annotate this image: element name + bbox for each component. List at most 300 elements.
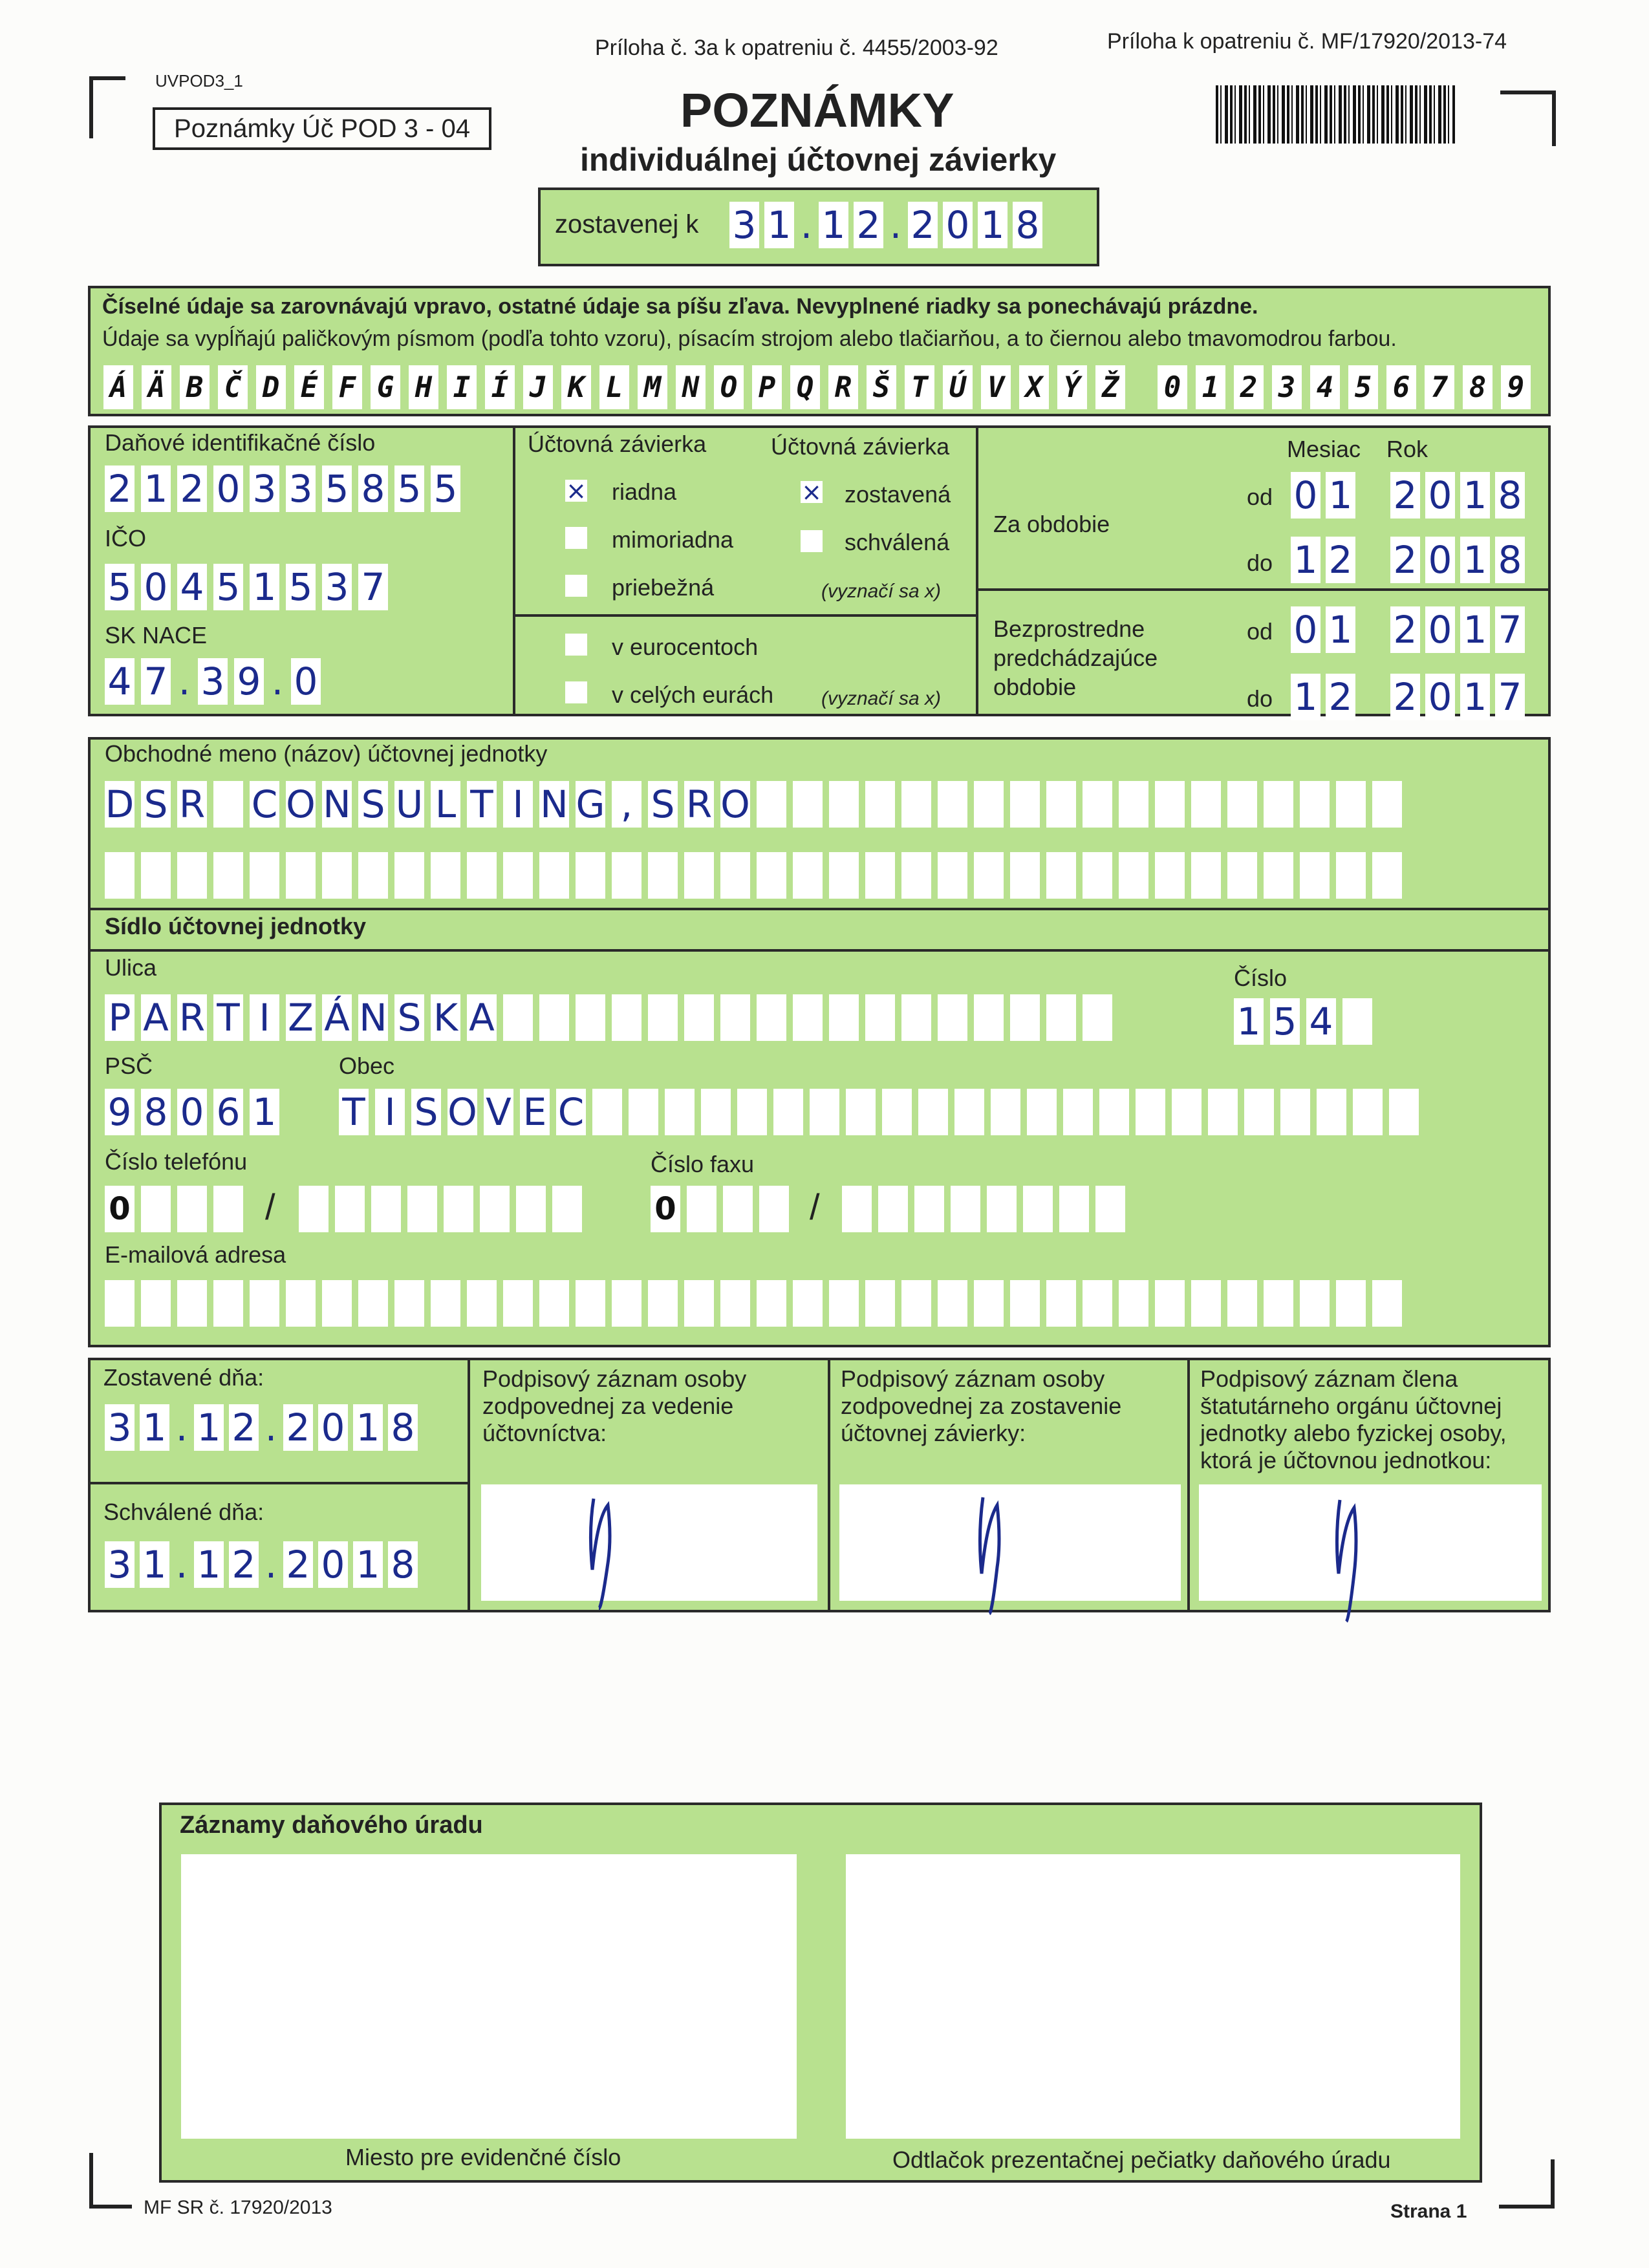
char-box[interactable] bbox=[829, 1280, 859, 1327]
char-box[interactable]: , bbox=[612, 781, 641, 828]
char-box[interactable] bbox=[141, 852, 171, 899]
phone-prefix[interactable] bbox=[105, 1186, 243, 1232]
char-box[interactable]: 0 bbox=[1425, 606, 1455, 653]
char-box[interactable] bbox=[759, 1186, 789, 1232]
char-box[interactable]: 7 bbox=[358, 564, 388, 610]
char-box[interactable] bbox=[720, 852, 750, 899]
char-box[interactable] bbox=[1119, 1280, 1148, 1327]
char-box[interactable] bbox=[648, 852, 678, 899]
char-box[interactable] bbox=[612, 1280, 641, 1327]
char-box[interactable]: . bbox=[264, 1543, 277, 1587]
checkbox-zostavena[interactable]: × bbox=[801, 478, 822, 506]
char-box[interactable] bbox=[865, 1280, 895, 1327]
compiled-on-date[interactable] bbox=[105, 1404, 418, 1451]
current-to-month[interactable] bbox=[1291, 537, 1355, 583]
char-box[interactable] bbox=[299, 1186, 329, 1232]
char-box[interactable] bbox=[1336, 1280, 1366, 1327]
char-box[interactable] bbox=[865, 994, 895, 1041]
char-box[interactable] bbox=[882, 1089, 912, 1135]
sig1-box[interactable] bbox=[481, 1484, 817, 1601]
char-box[interactable]: C bbox=[250, 781, 279, 828]
checkbox-mimoriadna[interactable] bbox=[565, 527, 587, 549]
char-box[interactable] bbox=[1059, 1186, 1089, 1232]
char-box[interactable]: T bbox=[467, 781, 497, 828]
previous-from-year[interactable] bbox=[1390, 606, 1525, 653]
char-box[interactable] bbox=[810, 1089, 839, 1135]
char-box[interactable]: 2 bbox=[908, 202, 938, 248]
char-box[interactable] bbox=[1336, 781, 1366, 828]
char-box[interactable]: 0 bbox=[651, 1186, 680, 1232]
sig2-box[interactable] bbox=[839, 1484, 1181, 1601]
char-box[interactable]: 2 bbox=[1390, 674, 1420, 720]
char-box[interactable] bbox=[938, 781, 967, 828]
char-box[interactable]: I bbox=[375, 1089, 405, 1135]
char-box[interactable]: 7 bbox=[141, 658, 171, 705]
char-box[interactable]: 1 bbox=[1460, 606, 1490, 653]
char-box[interactable]: 7 bbox=[1495, 674, 1525, 720]
char-box[interactable] bbox=[503, 852, 533, 899]
char-box[interactable]: K bbox=[431, 994, 460, 1041]
char-box[interactable]: E bbox=[520, 1089, 550, 1135]
char-box[interactable]: 5 bbox=[286, 564, 316, 610]
char-box[interactable]: . bbox=[175, 1543, 188, 1587]
char-box[interactable]: 4 bbox=[1306, 998, 1336, 1045]
char-box[interactable]: P bbox=[105, 994, 135, 1041]
char-box[interactable] bbox=[829, 994, 859, 1041]
registration-number-box[interactable] bbox=[181, 1854, 797, 2139]
char-box[interactable]: 2 bbox=[1326, 537, 1355, 583]
current-from-month[interactable] bbox=[1291, 472, 1355, 519]
char-box[interactable] bbox=[1083, 852, 1112, 899]
char-box[interactable] bbox=[286, 852, 316, 899]
char-box[interactable]: 0 bbox=[213, 465, 243, 512]
char-box[interactable]: 0 bbox=[1425, 472, 1455, 519]
char-box[interactable]: C bbox=[556, 1089, 586, 1135]
char-box[interactable] bbox=[793, 781, 823, 828]
char-box[interactable]: 0 bbox=[318, 1404, 348, 1451]
street-field[interactable] bbox=[105, 994, 1112, 1041]
char-box[interactable]: 0 bbox=[291, 658, 321, 705]
char-box[interactable] bbox=[991, 1089, 1020, 1135]
char-box[interactable] bbox=[467, 1280, 497, 1327]
char-box[interactable]: N bbox=[540, 782, 568, 826]
char-box[interactable] bbox=[1046, 1280, 1076, 1327]
char-box[interactable] bbox=[1227, 1280, 1257, 1327]
char-box[interactable] bbox=[1095, 1186, 1125, 1232]
char-box[interactable]: 1 bbox=[141, 465, 171, 512]
previous-to-month[interactable] bbox=[1291, 674, 1355, 720]
char-box[interactable] bbox=[1155, 852, 1185, 899]
char-box[interactable] bbox=[213, 852, 243, 899]
char-box[interactable] bbox=[612, 852, 641, 899]
char-box[interactable]: O bbox=[720, 782, 750, 826]
char-box[interactable] bbox=[407, 1186, 437, 1232]
char-box[interactable]: 5 bbox=[105, 564, 135, 610]
char-box[interactable] bbox=[394, 1280, 424, 1327]
char-box[interactable]: S bbox=[394, 994, 424, 1041]
char-box[interactable] bbox=[1372, 781, 1402, 828]
char-box[interactable]: 8 bbox=[1495, 537, 1525, 583]
char-box[interactable] bbox=[105, 1280, 135, 1327]
char-box[interactable]: 0 bbox=[1291, 606, 1320, 653]
char-box[interactable] bbox=[829, 781, 859, 828]
ico-field[interactable] bbox=[105, 564, 388, 610]
char-box[interactable] bbox=[576, 1280, 605, 1327]
char-box[interactable] bbox=[1372, 1280, 1402, 1327]
char-box[interactable]: 2 bbox=[1390, 606, 1420, 653]
char-box[interactable] bbox=[358, 1280, 388, 1327]
char-box[interactable]: S bbox=[411, 1089, 441, 1135]
char-box[interactable]: N bbox=[323, 782, 351, 826]
char-box[interactable]: 6 bbox=[213, 1089, 243, 1135]
char-box[interactable]: 0 bbox=[177, 1089, 207, 1135]
char-box[interactable] bbox=[1336, 852, 1366, 899]
char-box[interactable]: O bbox=[447, 1090, 477, 1134]
char-box[interactable] bbox=[938, 994, 967, 1041]
char-box[interactable] bbox=[503, 1280, 533, 1327]
char-box[interactable] bbox=[1099, 1089, 1129, 1135]
char-box[interactable]: 1 bbox=[819, 202, 848, 248]
char-box[interactable] bbox=[1317, 1089, 1346, 1135]
char-box[interactable]: 2 bbox=[283, 1404, 313, 1451]
char-box[interactable] bbox=[1300, 852, 1330, 899]
char-box[interactable]: . bbox=[271, 659, 284, 703]
char-box[interactable] bbox=[1046, 781, 1076, 828]
previous-to-year[interactable] bbox=[1390, 674, 1525, 720]
char-box[interactable]: R bbox=[177, 781, 207, 828]
char-box[interactable]: 1 bbox=[194, 1404, 224, 1451]
char-box[interactable]: 1 bbox=[1460, 674, 1490, 720]
char-box[interactable] bbox=[793, 852, 823, 899]
char-box[interactable] bbox=[503, 994, 533, 1041]
char-box[interactable] bbox=[1155, 1280, 1185, 1327]
char-box[interactable] bbox=[684, 994, 714, 1041]
char-box[interactable] bbox=[987, 1186, 1017, 1232]
char-box[interactable]: 1 bbox=[250, 564, 279, 610]
char-box[interactable]: 1 bbox=[250, 1089, 279, 1135]
char-box[interactable]: 0 bbox=[1425, 674, 1455, 720]
char-box[interactable] bbox=[1155, 781, 1185, 828]
char-box[interactable]: 5 bbox=[322, 465, 352, 512]
char-box[interactable] bbox=[1046, 994, 1076, 1041]
char-box[interactable]: 1 bbox=[764, 202, 794, 248]
char-box[interactable] bbox=[177, 852, 207, 899]
char-box[interactable]: L bbox=[431, 781, 460, 828]
char-box[interactable]: G bbox=[576, 782, 605, 826]
char-box[interactable]: 5 bbox=[213, 564, 243, 610]
char-box[interactable] bbox=[1172, 1089, 1202, 1135]
char-box[interactable]: S bbox=[648, 781, 678, 828]
char-box[interactable]: 3 bbox=[105, 1541, 135, 1588]
char-box[interactable] bbox=[829, 852, 859, 899]
char-box[interactable] bbox=[394, 852, 424, 899]
char-box[interactable] bbox=[1191, 1280, 1221, 1327]
char-box[interactable] bbox=[1083, 1280, 1112, 1327]
char-box[interactable]: 0 bbox=[1291, 472, 1320, 519]
char-box[interactable] bbox=[612, 994, 641, 1041]
char-box[interactable]: 3 bbox=[198, 658, 228, 705]
char-box[interactable] bbox=[629, 1089, 658, 1135]
char-box[interactable]: 1 bbox=[1291, 537, 1320, 583]
zip-field[interactable] bbox=[105, 1089, 279, 1135]
char-box[interactable]: A bbox=[141, 994, 171, 1041]
char-box[interactable]: 2 bbox=[105, 465, 135, 512]
char-box[interactable] bbox=[213, 1186, 243, 1232]
char-box[interactable] bbox=[842, 1186, 872, 1232]
char-box[interactable]: 1 bbox=[1234, 998, 1264, 1045]
city-field[interactable] bbox=[339, 1089, 1419, 1135]
char-box[interactable] bbox=[1280, 1089, 1310, 1135]
char-box[interactable]: N bbox=[359, 996, 387, 1040]
char-box[interactable]: 1 bbox=[353, 1541, 383, 1588]
char-box[interactable] bbox=[431, 852, 460, 899]
compiled-to-date[interactable] bbox=[729, 202, 1042, 248]
char-box[interactable]: T bbox=[213, 994, 243, 1041]
char-box[interactable]: 1 bbox=[194, 1541, 224, 1588]
char-box[interactable]: R bbox=[684, 781, 714, 828]
char-box[interactable] bbox=[1300, 781, 1330, 828]
char-box[interactable] bbox=[1227, 781, 1257, 828]
char-box[interactable]: 8 bbox=[1013, 202, 1042, 248]
char-box[interactable] bbox=[1372, 852, 1402, 899]
char-box[interactable] bbox=[592, 1089, 622, 1135]
char-box[interactable] bbox=[1023, 1186, 1053, 1232]
char-box[interactable]: 1 bbox=[1326, 606, 1355, 653]
char-box[interactable]: 2 bbox=[1326, 674, 1355, 720]
char-box[interactable]: 8 bbox=[388, 1541, 418, 1588]
char-box[interactable] bbox=[1208, 1089, 1238, 1135]
char-box[interactable]: 7 bbox=[1495, 606, 1525, 653]
char-box[interactable] bbox=[901, 852, 931, 899]
char-box[interactable]: 8 bbox=[1495, 472, 1525, 519]
checkbox-priebezna[interactable] bbox=[565, 575, 587, 597]
char-box[interactable] bbox=[720, 994, 750, 1041]
char-box[interactable] bbox=[1119, 781, 1148, 828]
char-box[interactable]: 2 bbox=[283, 1541, 313, 1588]
char-box[interactable] bbox=[901, 994, 931, 1041]
previous-from-month[interactable] bbox=[1291, 606, 1355, 653]
char-box[interactable] bbox=[1342, 998, 1372, 1045]
char-box[interactable] bbox=[1063, 1089, 1093, 1135]
char-box[interactable]: S bbox=[358, 781, 388, 828]
nace-field[interactable] bbox=[105, 658, 321, 705]
char-box[interactable] bbox=[1027, 1089, 1057, 1135]
char-box[interactable]: 3 bbox=[250, 465, 279, 512]
char-box[interactable] bbox=[918, 1089, 948, 1135]
phone-number[interactable] bbox=[299, 1186, 582, 1232]
char-box[interactable] bbox=[914, 1186, 944, 1232]
char-box[interactable] bbox=[1010, 781, 1040, 828]
char-box[interactable] bbox=[773, 1089, 803, 1135]
char-box[interactable]: 1 bbox=[140, 1541, 169, 1588]
char-box[interactable] bbox=[358, 852, 388, 899]
char-box[interactable] bbox=[737, 1089, 767, 1135]
char-box[interactable] bbox=[431, 1280, 460, 1327]
char-box[interactable] bbox=[576, 852, 605, 899]
char-box[interactable] bbox=[141, 1186, 171, 1232]
checkbox-riadna[interactable]: × bbox=[566, 476, 587, 505]
char-box[interactable] bbox=[757, 852, 786, 899]
char-box[interactable]: U bbox=[395, 782, 424, 826]
char-box[interactable]: A bbox=[467, 994, 497, 1041]
char-box[interactable] bbox=[648, 994, 678, 1041]
char-box[interactable] bbox=[684, 1280, 714, 1327]
char-box[interactable]: 5 bbox=[1270, 998, 1300, 1045]
char-box[interactable] bbox=[552, 1186, 582, 1232]
char-box[interactable] bbox=[938, 852, 967, 899]
char-box[interactable] bbox=[938, 1280, 967, 1327]
char-box[interactable]: Z bbox=[286, 994, 316, 1041]
char-box[interactable] bbox=[757, 994, 786, 1041]
char-box[interactable] bbox=[213, 781, 243, 828]
char-box[interactable] bbox=[1300, 1280, 1330, 1327]
char-box[interactable] bbox=[1191, 852, 1221, 899]
char-box[interactable] bbox=[846, 1089, 876, 1135]
char-box[interactable]: Á bbox=[322, 994, 352, 1041]
char-box[interactable]: 2 bbox=[1390, 472, 1420, 519]
char-box[interactable] bbox=[901, 781, 931, 828]
char-box[interactable] bbox=[974, 1280, 1004, 1327]
char-box[interactable] bbox=[951, 1186, 980, 1232]
char-box[interactable]: 0 bbox=[105, 1186, 135, 1232]
number-field[interactable] bbox=[1234, 998, 1372, 1045]
char-box[interactable]: . bbox=[800, 203, 813, 247]
char-box[interactable]: . bbox=[175, 1406, 188, 1450]
char-box[interactable] bbox=[286, 1280, 316, 1327]
char-box[interactable] bbox=[1010, 1280, 1040, 1327]
char-box[interactable]: I bbox=[250, 994, 279, 1041]
char-box[interactable]: 1 bbox=[978, 202, 1008, 248]
char-box[interactable] bbox=[213, 1280, 243, 1327]
char-box[interactable] bbox=[371, 1186, 401, 1232]
char-box[interactable]: V bbox=[484, 1089, 513, 1135]
char-box[interactable] bbox=[687, 1186, 717, 1232]
char-box[interactable] bbox=[1010, 852, 1040, 899]
char-box[interactable]: S bbox=[141, 781, 171, 828]
char-box[interactable]: . bbox=[889, 203, 902, 247]
char-box[interactable] bbox=[1136, 1089, 1165, 1135]
char-box[interactable] bbox=[105, 852, 135, 899]
char-box[interactable] bbox=[793, 1280, 823, 1327]
char-box[interactable]: T bbox=[339, 1089, 369, 1135]
char-box[interactable]: 1 bbox=[1460, 537, 1490, 583]
char-box[interactable]: 2 bbox=[229, 1404, 259, 1451]
char-box[interactable]: 8 bbox=[388, 1404, 418, 1451]
char-box[interactable]: 8 bbox=[141, 1089, 171, 1135]
char-box[interactable] bbox=[539, 1280, 569, 1327]
char-box[interactable]: 5 bbox=[431, 465, 460, 512]
char-box[interactable] bbox=[684, 852, 714, 899]
char-box[interactable] bbox=[901, 1280, 931, 1327]
char-box[interactable]: 2 bbox=[1390, 537, 1420, 583]
char-box[interactable] bbox=[1389, 1089, 1419, 1135]
char-box[interactable] bbox=[539, 994, 569, 1041]
checkbox-schvalena[interactable] bbox=[801, 530, 823, 552]
char-box[interactable] bbox=[467, 852, 497, 899]
char-box[interactable] bbox=[974, 994, 1004, 1041]
company-name-row-1[interactable] bbox=[105, 781, 1402, 828]
char-box[interactable] bbox=[177, 1186, 207, 1232]
char-box[interactable] bbox=[974, 852, 1004, 899]
char-box[interactable] bbox=[1264, 1280, 1293, 1327]
char-box[interactable] bbox=[516, 1186, 546, 1232]
char-box[interactable]: I bbox=[503, 781, 533, 828]
char-box[interactable]: 0 bbox=[943, 202, 973, 248]
checkbox-eurocenty[interactable] bbox=[565, 634, 587, 656]
char-box[interactable]: R bbox=[177, 994, 207, 1041]
char-box[interactable]: 0 bbox=[318, 1541, 348, 1588]
char-box[interactable]: 5 bbox=[394, 465, 424, 512]
approved-on-date[interactable] bbox=[105, 1541, 418, 1588]
char-box[interactable] bbox=[1046, 852, 1076, 899]
char-box[interactable] bbox=[322, 852, 352, 899]
char-box[interactable]: D bbox=[105, 782, 135, 826]
char-box[interactable] bbox=[757, 781, 786, 828]
char-box[interactable] bbox=[480, 1186, 510, 1232]
fax-prefix[interactable] bbox=[651, 1186, 789, 1232]
char-box[interactable]: 1 bbox=[353, 1404, 383, 1451]
char-box[interactable] bbox=[141, 1280, 171, 1327]
char-box[interactable]: 9 bbox=[105, 1089, 135, 1135]
char-box[interactable] bbox=[665, 1089, 695, 1135]
char-box[interactable]: O bbox=[286, 782, 316, 826]
char-box[interactable] bbox=[576, 994, 605, 1041]
char-box[interactable] bbox=[250, 852, 279, 899]
char-box[interactable] bbox=[539, 852, 569, 899]
char-box[interactable]: 0 bbox=[1425, 537, 1455, 583]
char-box[interactable]: 4 bbox=[105, 658, 135, 705]
char-box[interactable]: 1 bbox=[140, 1404, 169, 1451]
char-box[interactable] bbox=[723, 1186, 753, 1232]
sig3-box[interactable] bbox=[1199, 1484, 1542, 1601]
stamp-box[interactable] bbox=[846, 1854, 1460, 2139]
char-box[interactable] bbox=[954, 1089, 984, 1135]
char-box[interactable]: 2 bbox=[229, 1541, 259, 1588]
char-box[interactable]: 3 bbox=[322, 564, 352, 610]
checkbox-cele-eura[interactable] bbox=[565, 681, 587, 703]
char-box[interactable] bbox=[177, 1280, 207, 1327]
char-box[interactable]: 1 bbox=[1291, 674, 1320, 720]
char-box[interactable]: 0 bbox=[141, 564, 171, 610]
char-box[interactable] bbox=[335, 1186, 365, 1232]
char-box[interactable]: 1 bbox=[1460, 472, 1490, 519]
char-box[interactable]: 2 bbox=[854, 202, 883, 248]
dic-field[interactable] bbox=[105, 465, 460, 512]
char-box[interactable] bbox=[1353, 1089, 1383, 1135]
char-box[interactable]: 3 bbox=[105, 1404, 135, 1451]
char-box[interactable]: 8 bbox=[358, 465, 388, 512]
char-box[interactable] bbox=[757, 1280, 786, 1327]
char-box[interactable]: 3 bbox=[286, 465, 316, 512]
char-box[interactable] bbox=[865, 852, 895, 899]
char-box[interactable] bbox=[878, 1186, 908, 1232]
char-box[interactable]: 9 bbox=[234, 658, 264, 705]
char-box[interactable] bbox=[1191, 781, 1221, 828]
char-box[interactable] bbox=[1083, 994, 1112, 1041]
char-box[interactable]: . bbox=[178, 659, 191, 703]
char-box[interactable] bbox=[1264, 781, 1293, 828]
char-box[interactable]: . bbox=[264, 1406, 277, 1450]
char-box[interactable] bbox=[974, 781, 1004, 828]
char-box[interactable] bbox=[648, 1280, 678, 1327]
char-box[interactable] bbox=[865, 781, 895, 828]
char-box[interactable] bbox=[1010, 994, 1040, 1041]
char-box[interactable] bbox=[1244, 1089, 1274, 1135]
char-box[interactable] bbox=[701, 1089, 731, 1135]
char-box[interactable] bbox=[1227, 852, 1257, 899]
current-from-year[interactable] bbox=[1390, 472, 1525, 519]
email-field[interactable] bbox=[105, 1280, 1402, 1327]
